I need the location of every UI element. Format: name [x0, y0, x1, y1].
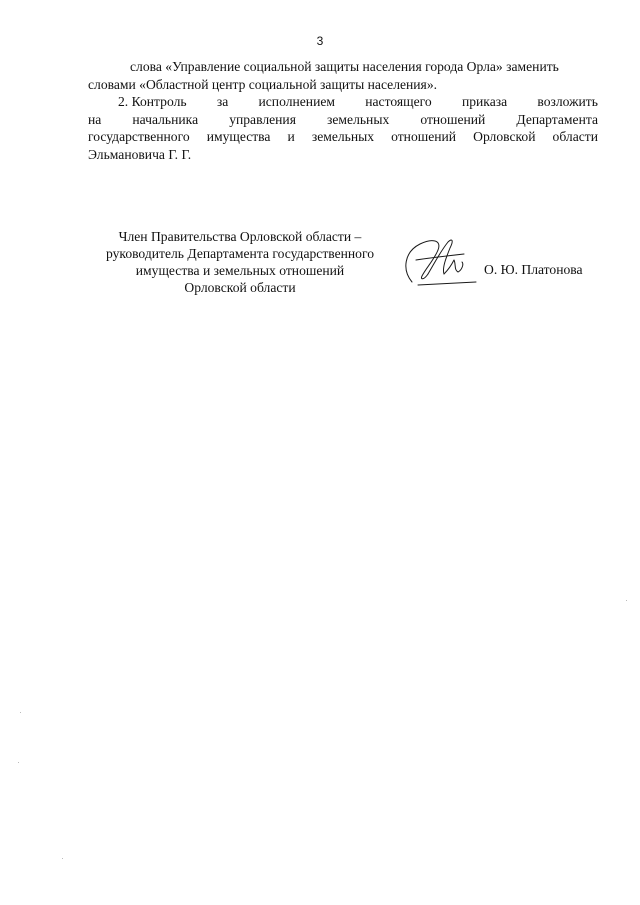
word: на — [88, 111, 102, 127]
word: Департамента — [516, 111, 598, 127]
page-number: 3 — [316, 34, 324, 48]
word: настоящего — [365, 94, 432, 109]
word: 2. Контроль — [118, 94, 187, 109]
paragraph-2-line-2 — [88, 111, 598, 129]
scan-speck — [20, 712, 21, 713]
word: земельных — [311, 129, 375, 144]
signatory-title-line: Орловской области — [184, 280, 296, 295]
signatory-title-line: имущества и земельных отношений — [135, 263, 345, 278]
signatory-name: О. Ю. Платонова — [484, 262, 583, 277]
word: возложить — [537, 94, 598, 109]
word: начальника — [132, 111, 199, 127]
paragraph-2-line-4: Эльмановича Г. Г. — [88, 146, 192, 162]
paragraph-1-line-2: словами «Областной центр социальной защиты населения». — [88, 76, 438, 92]
scan-speck — [62, 858, 63, 859]
paragraph-1-line-1: слова «Управление социальной защиты населения города Орла» заменить — [130, 59, 559, 74]
word: отношений — [391, 129, 457, 144]
paragraph-2-line-3 — [88, 128, 598, 146]
handwritten-signature — [398, 230, 478, 288]
signatory-title-line: Член Правительства Орловской области – — [118, 229, 362, 244]
word: отношений — [420, 111, 486, 127]
signatory-title-line: руководитель Департамента государственного — [105, 246, 375, 261]
scan-speck — [626, 600, 627, 601]
paragraph-2-line-1 — [88, 93, 598, 111]
word: за — [216, 94, 229, 109]
word: имущества — [206, 129, 271, 144]
word: и — [287, 129, 295, 144]
word: приказа — [461, 94, 508, 109]
scan-speck — [18, 762, 19, 763]
word: Орловской — [473, 129, 536, 144]
word: исполнением — [258, 94, 335, 109]
word: управления — [229, 111, 296, 127]
signatory-title — [80, 228, 400, 296]
word: государственного — [88, 129, 190, 144]
word: области — [552, 129, 598, 144]
document-body — [88, 58, 598, 163]
word: земельных — [327, 111, 390, 127]
